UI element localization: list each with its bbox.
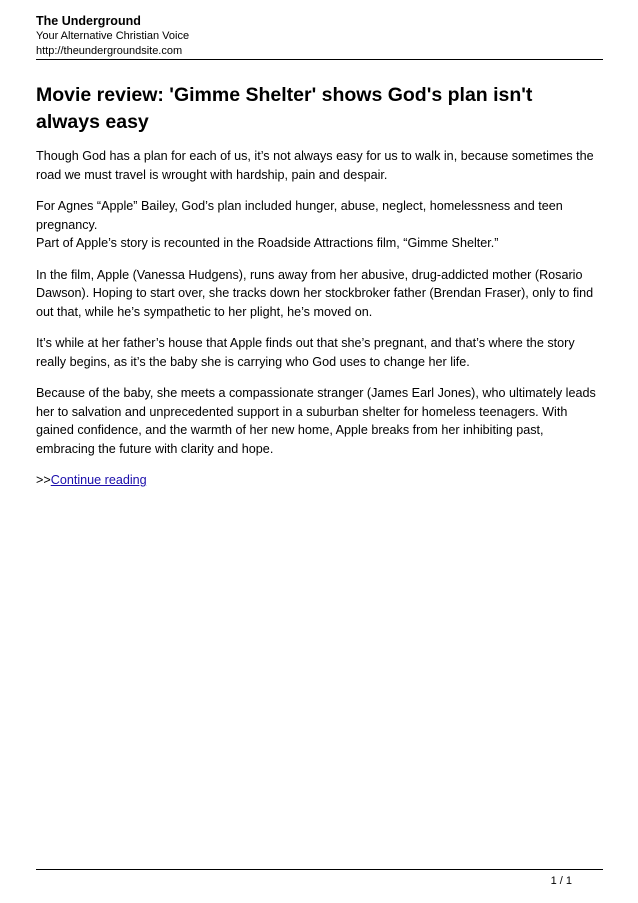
- site-url: http://theundergroundsite.com: [36, 45, 183, 57]
- article: [36, 82, 596, 503]
- page-header: [36, 14, 603, 59]
- article-paragraph-4: In the film, Apple (Vanessa Hudgens), runs away from her abusive, drug-addicted mother (Rosario Dawson). Hoping to start over, she tracks down her stockbroker father (Brendan Fraser), only to find out that, while he’s sympathetic to her plight, he’s moved on.: [36, 267, 594, 319]
- article-paragraph-3: Part of Apple’s story is recounted in the Roadside Attractions film, “Gimme Shelter.”: [36, 236, 499, 250]
- continue-reading-link[interactable]: Continue reading: [50, 473, 147, 487]
- header-divider: [36, 59, 603, 60]
- site-tagline: Your Alternative Christian Voice: [36, 30, 190, 42]
- site-title: The Underground: [36, 14, 141, 28]
- article-paragraph-2: For Agnes “Apple” Bailey, God’s plan included hunger, abuse, neglect, homelessness and teen pregnancy.: [36, 199, 563, 232]
- article-paragraph-1: Though God has a plan for each of us, it’s not always easy for us to walk in, because sometimes the road we must travel is wrought with hardship, pain and despair.: [36, 149, 594, 182]
- continue-reading-line: [36, 471, 596, 490]
- footer-divider: [36, 869, 603, 870]
- article-title: Movie review: 'Gimme Shelter' shows God's plan isn't always easy: [36, 84, 533, 133]
- continue-prefix: >>: [36, 473, 51, 487]
- page-number: 1 / 1: [550, 875, 572, 887]
- article-paragraph-5: It’s while at her father’s house that Apple finds out that she’s pregnant, and that’s where the story really begins, as it’s the baby she is carrying who God uses to change her life.: [36, 336, 575, 369]
- article-paragraph-6: Because of the baby, she meets a compassionate stranger (James Earl Jones), who ultimately leads her to salvation and unprecedented support in a suburban shelter for homeless teenagers. With gained confidence, and the warmth of her new home, Apple breaks from her inhibiting past, embracing the future with clarity and hope.: [36, 386, 596, 456]
